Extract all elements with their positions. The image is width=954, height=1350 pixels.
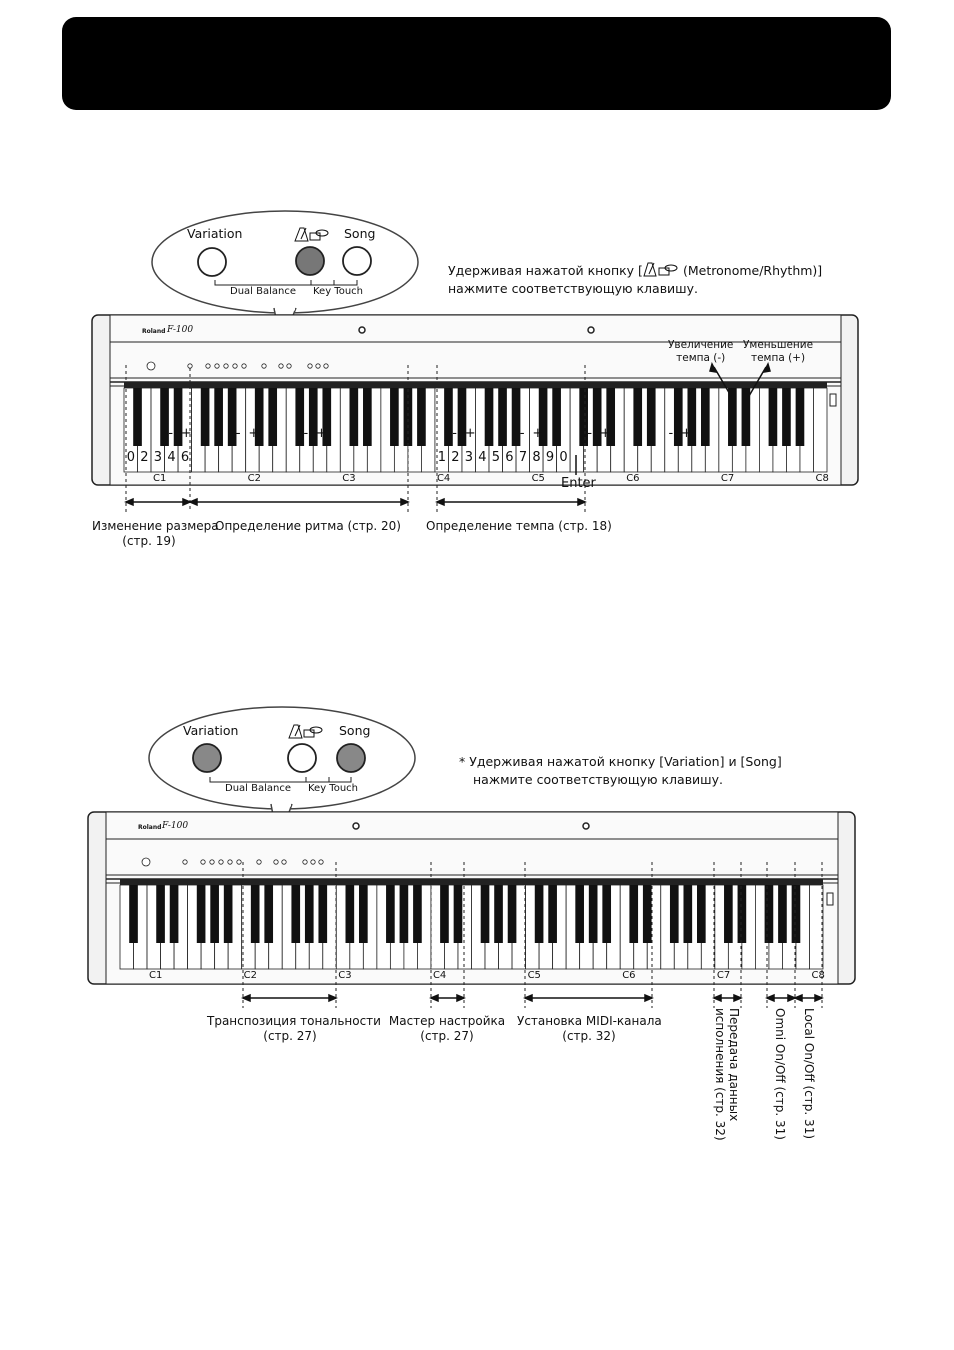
octave-label: C4 [436, 473, 451, 484]
black-key [359, 885, 368, 943]
song-button-2 [337, 744, 365, 772]
octave-label: C8 [811, 970, 825, 981]
key-digit: 0 [559, 450, 568, 465]
black-key [454, 885, 463, 943]
instruction-1-line1: Удерживая нажатой кнопку [ [448, 263, 643, 278]
bubble-song-label: Song [344, 226, 376, 241]
black-key [318, 885, 327, 943]
octave-label: C1 [153, 473, 167, 484]
black-key [778, 885, 787, 943]
caption-midi-channel: Установка MIDI-канала (стр. 32) [517, 1014, 662, 1043]
octave-label: C2 [243, 970, 258, 981]
caption-beat: Изменение размера (стр. 19) [92, 519, 219, 548]
bubble2-dual-balance-label: Dual Balance [225, 783, 292, 794]
plus-mark: + [180, 426, 192, 441]
octave-label: C3 [338, 970, 352, 981]
range-arrows-2 [243, 995, 822, 1001]
black-key [264, 885, 273, 943]
black-key [629, 885, 638, 943]
instruction-1-line1-end: (Metronome/Rhythm)] [683, 263, 823, 278]
black-key [589, 885, 598, 943]
instruction-1-line2: нажмите соответствующую клавишу. [448, 281, 698, 296]
black-key [575, 885, 584, 943]
black-key [697, 885, 706, 943]
black-key [224, 885, 233, 943]
caption-local: Local On/Off (стр. 31) [802, 1008, 816, 1140]
black-key [210, 885, 219, 943]
plus-mark: + [532, 426, 544, 441]
tempo-up-label: Увеличение темпа (-) [668, 339, 734, 364]
key-digit: 3 [153, 450, 163, 465]
black-key [400, 885, 409, 943]
minus-mark: - [168, 426, 174, 441]
bubble-dual-balance-label: Dual Balance [230, 286, 297, 297]
bubble-variation-label: Variation [187, 226, 243, 241]
octave-label: C7 [716, 970, 731, 981]
black-key [643, 885, 652, 943]
black-key [494, 885, 503, 943]
piano-2 [88, 812, 855, 984]
black-key [413, 885, 422, 943]
plus-mark: + [248, 426, 260, 441]
key-digit: 6 [505, 450, 514, 465]
caption-master-tune: Мастер настройка (стр. 27) [388, 1014, 506, 1043]
key-digit: 8 [532, 450, 541, 465]
plus-mark: + [316, 426, 327, 441]
plus-mark: + [599, 426, 611, 441]
white-key [809, 885, 823, 969]
octave-label: C1 [149, 970, 163, 981]
octave-label: C8 [815, 473, 829, 484]
key-digit: 4 [478, 450, 487, 465]
octave-label: C4 [432, 970, 447, 981]
bubble2-key-touch-label: Key Touch [308, 783, 359, 794]
model-label-2: F-100 [162, 821, 189, 831]
plus-mark: + [681, 426, 692, 441]
octave-label: C7 [720, 473, 735, 484]
key-digit: 7 [518, 450, 528, 465]
bubble2-song-label: Song [339, 723, 371, 738]
model-label-1: F-100 [167, 325, 194, 335]
key-digit: 1 [437, 450, 446, 465]
black-key [346, 885, 355, 943]
black-key [602, 885, 611, 943]
caption-transmit: Передача данных исполнения (стр. 32) [713, 1008, 741, 1141]
black-key [251, 885, 260, 943]
key-digit: 0 [126, 450, 136, 465]
black-key [481, 885, 490, 943]
black-key [792, 885, 801, 943]
black-key [508, 885, 517, 943]
key-slip [120, 879, 823, 885]
octave-label: C5 [527, 970, 541, 981]
keyboard-2 [120, 879, 823, 969]
black-key [535, 885, 544, 943]
black-key [170, 885, 179, 943]
bubble-key-touch-label: Key Touch [313, 286, 364, 297]
octave-label: C6 [622, 970, 636, 981]
bubble2-variation-label: Variation [183, 723, 239, 738]
brand-label-2: Roland [138, 824, 162, 831]
black-key [305, 885, 314, 943]
key-digit: 2 [451, 450, 460, 465]
key-digit: 5 [491, 450, 501, 465]
minus-mark: - [519, 426, 525, 441]
brand-label-1: Roland [142, 328, 166, 335]
octave-label: C2 [247, 473, 262, 484]
instruction-2-line2: нажмите соответствующую клавишу. [473, 772, 723, 787]
minus-mark: - [303, 426, 309, 441]
minus-mark: - [235, 426, 241, 441]
minus-mark: - [452, 426, 457, 441]
caption-transpose: Транспозиция тональности (стр. 27) [207, 1014, 381, 1043]
black-key [386, 885, 395, 943]
octave-label: C3 [342, 473, 356, 484]
octave-label: C6 [626, 473, 640, 484]
black-key [738, 885, 747, 943]
black-key [683, 885, 692, 943]
minus-mark: - [587, 426, 593, 441]
black-key [291, 885, 300, 943]
black-key [765, 885, 774, 943]
caption-rhythm: Определение ритма (стр. 20) [215, 519, 401, 533]
instruction-2-line1: * Удерживая нажатой кнопку [Variation] и [Song] [459, 754, 782, 769]
black-key [156, 885, 165, 943]
caption-omni: Omni On/Off (стр. 31) [773, 1008, 787, 1140]
black-key [724, 885, 733, 943]
key-digit: 3 [464, 450, 474, 465]
black-key [548, 885, 557, 943]
plus-mark: + [464, 426, 476, 441]
black-key [129, 885, 138, 943]
tempo-down-label: Уменьшение темпа (+) [743, 339, 814, 364]
variation-button-2 [193, 744, 221, 772]
octave-label: C5 [531, 473, 545, 484]
metronome-button-2 [288, 744, 316, 772]
caption-tempo: Определение темпа (стр. 18) [426, 519, 612, 533]
key-digit: 6 [180, 450, 190, 465]
key-digit: 9 [545, 450, 555, 465]
black-key [197, 885, 206, 943]
key-digit: 2 [140, 450, 149, 465]
minus-mark: - [668, 426, 674, 441]
enter-label: Enter [561, 476, 596, 491]
black-key [440, 885, 449, 943]
black-key [670, 885, 679, 943]
key-digit: 4 [167, 450, 176, 465]
